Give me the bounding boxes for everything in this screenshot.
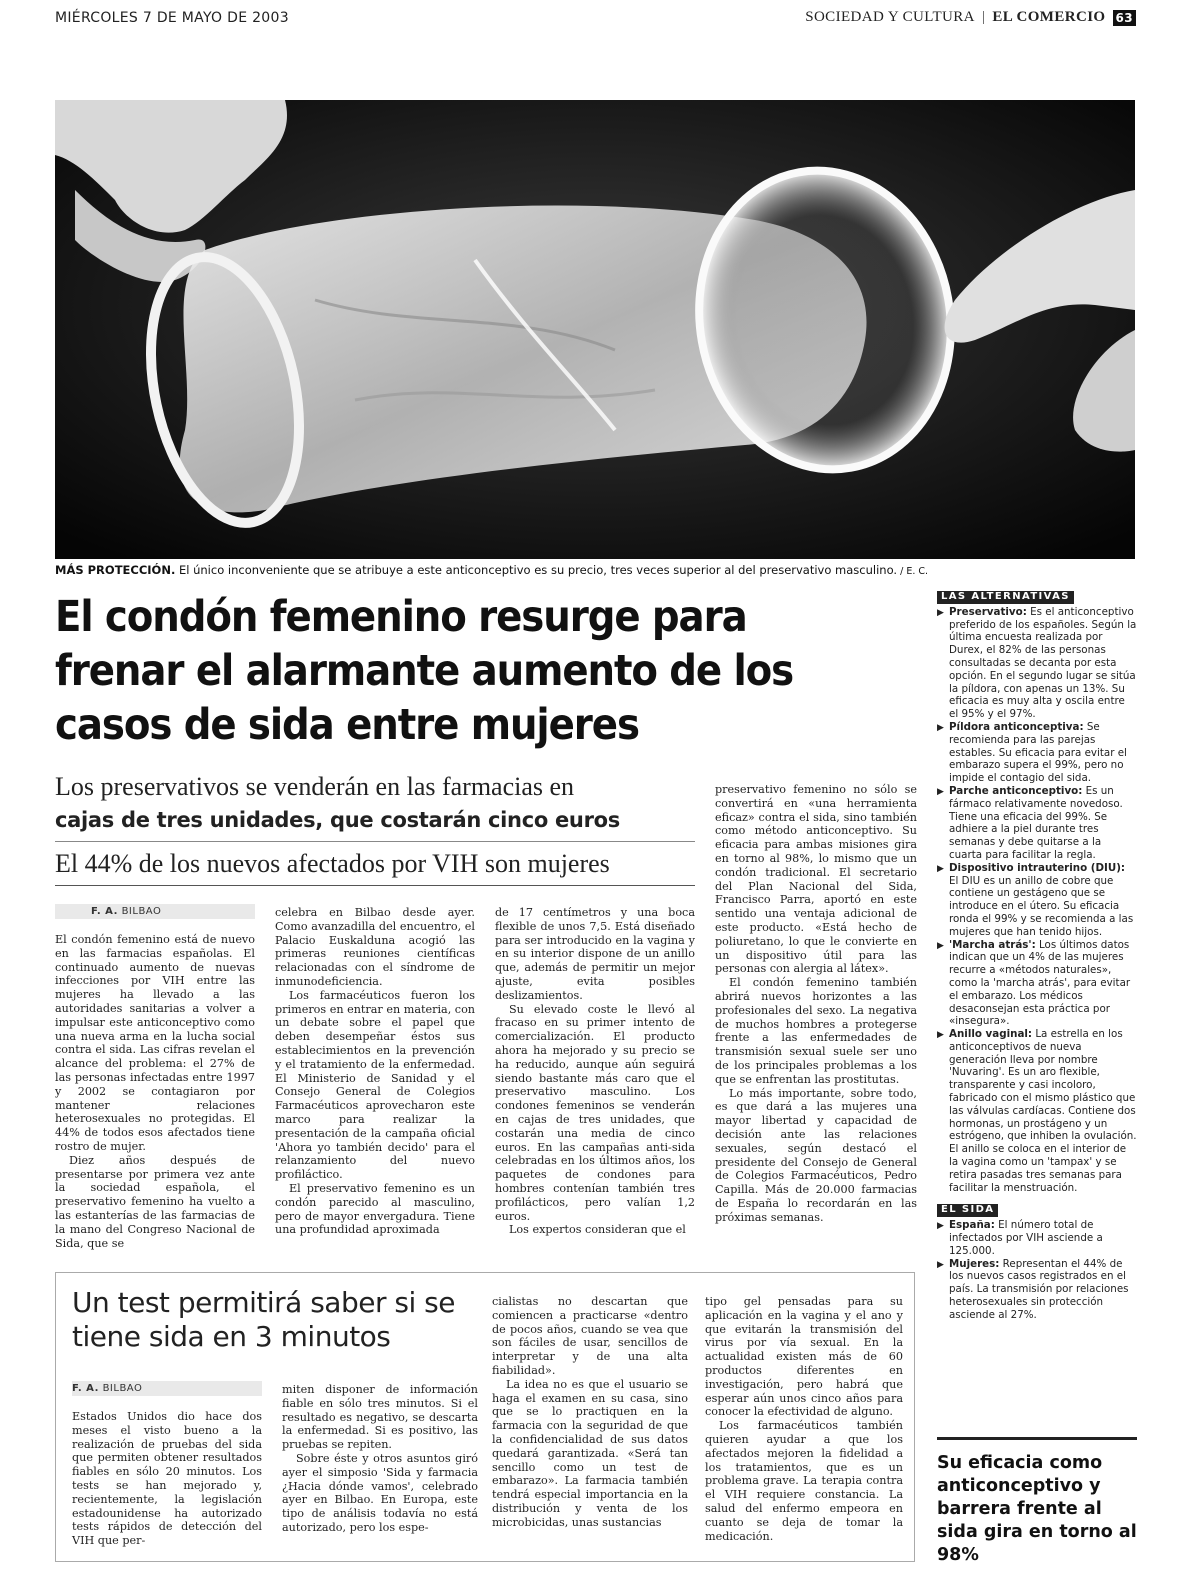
paragraph: celebra en Bilbao desde ayer. Como avanzadilla del encuentro, el Palacio Euskalduna acogió las primeras reuniones científicas relacionadas con el síndrome de inmunodeficiencia. bbox=[275, 906, 475, 988]
caption-text: El único inconveniente que se atribuye a este anticonceptivo es su precio, tres veces superior al del preservativo masculino. bbox=[175, 563, 898, 577]
paragraph: El condón femenino también abrirá nuevos horizontes a las profesionales del sexo. La negativa de muchos hombres a protegerse frente a las enfermedades de transmisión sexual suele ser uno de los principales problemas a los que se enfrentan las prostitutas. bbox=[715, 976, 917, 1086]
paragraph: tipo gel pensadas para su aplicación en la vagina y el ano y que evitarán la transmisión del virus por vía sexual. En la actualidad existen más de 60 productos diferentes en investigación, pero habrá que esperar aún unos cinco años para conocer la efectividad de alguno. bbox=[705, 1295, 903, 1419]
bullet-arrow-icon: ▶ bbox=[937, 863, 944, 874]
sida-facts-list bbox=[937, 1219, 1137, 1321]
sidebar bbox=[937, 590, 1137, 1322]
bullet-arrow-icon: ▶ bbox=[937, 940, 944, 951]
paragraph: cialistas no descartan que comiencen a practicarse «dentro de pocos años, cuando se vea que son fáciles de usar, sencillos de interpretar y de una alta fiabilidad». bbox=[492, 1295, 688, 1377]
paragraph: Los expertos consideran que el bbox=[509, 1223, 686, 1237]
list-item: ▶ 'Marcha atrás': Los últimos datos indican que un 4% de las mujeres recurre a «métodos naturales», como la 'marcha atrás', para evitar el embarazo. Los médicos desaconsejan esta práctica por «insegura». bbox=[937, 938, 1131, 1028]
list-item: ▶ Dispositivo intrauterino (DIU): El DIU es un anillo de cobre que contiene un gestágeno que se introduce en el útero. Su eficacia ronda el 99% y se recomienda a las mujeres que han tenido hijos. bbox=[937, 861, 1134, 938]
byline: F. A. BILBAO bbox=[55, 904, 255, 919]
bullet-arrow-icon: ▶ bbox=[937, 722, 944, 733]
secondary-headline: Un test permitirá saber si se tiene sida en 3 minutos bbox=[72, 1286, 455, 1353]
bullet-arrow-icon: ▶ bbox=[937, 1259, 944, 1270]
bullet-arrow-icon: ▶ bbox=[937, 607, 944, 618]
article-body bbox=[72, 1410, 262, 1548]
caption-credit: / E. C. bbox=[897, 566, 929, 577]
paragraph: Los farmacéuticos también quieren ayudar a que los afectados mejoren la fidelidad a los tratamientos, que es un problema grave. La terapia contra el VIH requiere constancia. La salud del enfermo empeora en cuanto se deja de tomar la medicación. bbox=[705, 1419, 903, 1543]
box-column-2 bbox=[282, 1383, 478, 1535]
newspaper-name: EL COMERCIO bbox=[992, 9, 1106, 25]
article-photo bbox=[55, 100, 1135, 559]
caption-label: MÁS PROTECCIÓN. bbox=[55, 563, 176, 577]
paragraph: Los farmacéuticos fueron los primeros en entrar en materia, con un debate sobre el papel que deben desempeñar éstos sus establecimientos en la prevención y el tratamiento de la enfermedad. El Ministerio de Sanidad y el Consejo General de Colegios Farmacéuticos aprovecharon este marco para realizar la presentación de la campaña oficial 'Ahora yo también decido' para el relanzamiento del nuevo profiláctico. bbox=[275, 988, 476, 1182]
photo-caption bbox=[55, 563, 1135, 577]
subheadline-line-3: El 44% de los nuevos afectados por VIH son mujeres bbox=[55, 849, 610, 878]
paragraph: Sobre éste y otros asuntos giró ayer el simposio 'Sida y farmacia ¿Hacia dónde vamos', celebrado ayer en Bilbao. En Europa, este tipo de análisis todavía no está autorizado, pero los espe- bbox=[282, 1451, 478, 1534]
page-header-right bbox=[805, 9, 1136, 26]
paragraph: Lo más importante, sobre todo, es que dará a las mujeres una mayor libertad y capacidad de decisión ante las relaciones sexuales, según destacó el presidente del Consejo de General de Colegios Farmacéuticos, Pedro Capilla. Más de 20.000 farmacias de España lo recordarán en las próximas semanas. bbox=[715, 1086, 917, 1224]
paragraph: Diez años después de presentarse por primera vez ante la sociedad española, el preservativo femenino ha vuelto a las estanterías de las farmacias de la mano del Congreso Nacional de Sida, que se bbox=[55, 1153, 255, 1250]
main-headline: El condón femenino resurge para frenar el alarmante aumento de los casos de sida entre mujeres bbox=[55, 592, 794, 750]
publication-date: MIÉRCOLES 7 DE MAYO DE 2003 bbox=[55, 10, 289, 26]
list-item: ▶ Preservativo: Es el anticonceptivo preferido de los españoles. Según la última encuesta realizada por Durex, el 82% de las personas consultadas se decanta por esta opción. En el segundo lugar se sitúa la píldora, con apenas un 13%. Su eficacia es muy alta y oscila entre el 95% y el 97%. bbox=[937, 605, 1137, 721]
box-column-3 bbox=[492, 1295, 688, 1530]
alternatives-list bbox=[937, 606, 1137, 1195]
page-number: 63 bbox=[1113, 10, 1137, 26]
byline: F. A. BILBAO bbox=[72, 1381, 262, 1396]
list-item: ▶ España: El número total de infectados por VIH asciende a 125.000. bbox=[937, 1219, 1103, 1257]
sidebar-label-alternativas: LAS ALTERNATIVAS bbox=[937, 591, 1074, 604]
list-item: ▶ Parche anticonceptivo: Es un fármaco relativamente novedoso. Tiene una eficacia del 99%. Se adhiere a la piel durante tres semanas y debe quitarse a la cuarta para facilitar la regla. bbox=[937, 784, 1123, 861]
bullet-arrow-icon: ▶ bbox=[937, 1221, 944, 1232]
sidebar-label-sida: EL SIDA bbox=[937, 1204, 998, 1217]
paragraph: de 17 centímetros y una boca flexible de unos 7,5. Está diseñado para ser introducido en la vagina y en su interior dispone de un anillo que, además de permitir un mejor ajuste, evita posibles deslizamientos. bbox=[495, 906, 695, 1002]
paragraph: Estados Unidos dio hace dos meses el visto bueno a la realización de pruebas del sida que permiten obtener resultados fiables en sólo 20 minutos. Los tests se han mejorado y, recientemente, la legislación estadounidense ha autorizado tests rápidos de detección del VIH que per- bbox=[72, 1410, 262, 1548]
list-item: ▶ Mujeres: Representan el 44% de los nuevos casos registrados en el país. La transmisión por relaciones heterosexuales sin protección asciende al 27%. bbox=[937, 1257, 1129, 1321]
box-column-1 bbox=[72, 1381, 262, 1548]
divider bbox=[55, 885, 695, 886]
bullet-arrow-icon: ▶ bbox=[937, 786, 944, 797]
paragraph: miten disponer de información fiable en sólo tres minutos. Si el resultado es negativo, se descarta la enfermedad. Si es positivo, las pruebas se repiten. bbox=[282, 1383, 478, 1452]
section-name: SOCIEDAD Y CULTURA bbox=[805, 9, 975, 25]
main-column-4 bbox=[715, 783, 917, 1225]
main-column-3 bbox=[495, 906, 695, 1237]
list-item: ▶ Píldora anticonceptiva: Se recomienda para las parejas estables. Su eficacia para evitar el embarazo supera el 99%, pero no impide el contagio del sida. bbox=[937, 720, 1127, 785]
subheadline-line-2: cajas de tres unidades, que costarán cinco euros bbox=[55, 808, 620, 832]
article-body bbox=[55, 933, 255, 1250]
paragraph: La idea no es que el usuario se haga el examen en su casa, sino que se lo practiquen en la farmacia con la seguridad de que la confidencialidad de sus datos quedará garantizada. «Será tan sencillo como un test de embarazo». La farmacia también tendrá especial importancia en la distribución y venta de los microbicidas, unas sustancias bbox=[492, 1377, 688, 1529]
header-separator: | bbox=[981, 9, 986, 25]
pull-quote: Su eficacia como anticonceptivo y barrera frente al sida gira en torno al 98% bbox=[937, 1437, 1137, 1567]
subheadline-line-1: Los preservativos se venderán en las farmacias en bbox=[55, 772, 575, 801]
list-item: ▶ Anillo vaginal: La estrella en los anticonceptivos de nueva generación lleva por nombre 'Nuvaring'. Es un aro flexible, transparente y casi incoloro, fabricado con el mismo plástico que las válvulas cardíacas. Contiene dos hormonas, un prostágeno y un estrógeno, que inhiben la ovulación. El anillo se coloca en el interior de la vagina como un 'tampax' y se retira pasadas tres semanas para facilitar la menstruación. bbox=[937, 1028, 1137, 1194]
paragraph: El condón femenino está de nuevo en las farmacias españolas. El continuado aumento de nuevas infecciones por VIH entre las mujeres ha llevado a las autoridades sanitarias a volver a impulsar este anticonceptivo como una nueva arma en la lucha social contra el sida. Las cifras revelan el alcance del problema: el 27% de las personas infectadas entre 1997 y 2002 se contagiaron por mantener relaciones heterosexuales no protegidas. El 44% de todos esos afectados tiene rostro de mujer. bbox=[55, 933, 255, 1153]
main-column-2 bbox=[275, 906, 475, 1237]
box-column-4 bbox=[705, 1295, 903, 1543]
divider bbox=[55, 841, 695, 842]
paragraph: Su elevado coste le llevó al fracaso en su primer intento de comercialización. El producto ahora ha mejorado y su precio se ha reducido, aunque aún seguirá siendo bastante más caro que el preservativo masculino. Los condones femeninos se venderán en cajas de tres unidades, que costarán una media de cinco euros. En las campañas anti-sida celebradas en los últimos años, los paquetes de condones para hombres contenían también tres profilácticos, pero valían 1,2 euros. bbox=[495, 1002, 695, 1223]
bullet-arrow-icon: ▶ bbox=[937, 1030, 944, 1041]
paragraph: El preservativo femenino es un condón parecido al masculino, pero de mayor envergadura. Tiene una profundidad aproximada bbox=[275, 1181, 475, 1237]
main-column-1 bbox=[55, 904, 255, 1250]
condom-photo-illustration bbox=[55, 100, 1135, 559]
paragraph: preservativo femenino no sólo se convertirá en «una herramienta eficaz» contra el sida, sino también como método anticonceptivo. Su eficacia para ambas misiones gira en torno al 98%, lo mismo que un condón tradicional. El secretario del Plan Nacional del Sida, Francisco Parra, aportó en este sentido una ventaja adicional de este producto. «Está hecho de poliuretano, lo que le convierte en un dispositivo útil para las personas con alergia al látex». bbox=[715, 783, 917, 976]
